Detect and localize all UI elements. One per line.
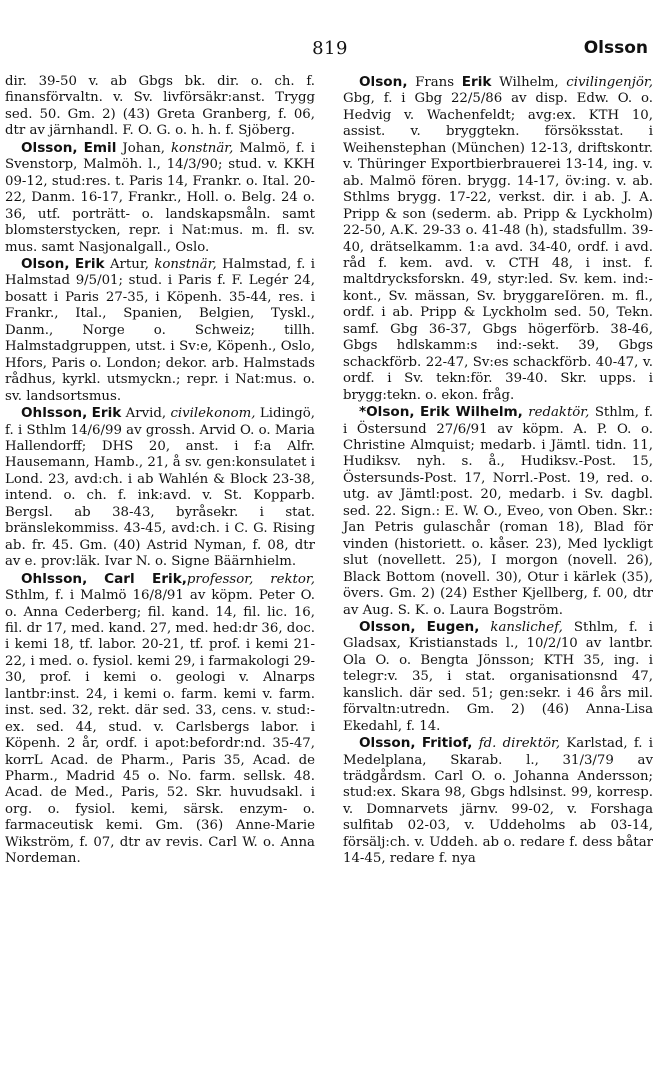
entry-occupation: konstnär, [154,256,217,272]
entry-surname: Olson, [359,74,408,90]
entry-given-bold: Erik [91,405,122,422]
entry-surname: Olsson, [21,139,78,156]
entry-body: Sthlm, f. i Östersund 27/6/91 av köpm. A. P. O. o. Christine Almquist; medarb. i Jämtl. tidn. 11, Hudiksv. nyh. s. å., Hudiksv.-Post. 15, Östersunds-Post. 17, Norrl.-Post. 19, red. o. utg. av Jämtl:post. 20, medarb. i Sv. dagbl. sed. 22. Sign.: E. W. O., Eveo, von Oben. Skr.: Jan Petris gulaschår (roman 18), Blad för vinden (historiett. o. kåser. 23), Med lyckligt slut (novellett. 25), I morgon (novell. 26), Black Bottom (novell. 30), Otur i kärlek (35), övers. Gm. 2) (24) Esther Kjellberg, f. 00, dtr av Aug. S. K. o. Laura Bogström. [343,405,654,618]
entry-surname: *Olson, [359,404,415,421]
entry-occupation: professor, rektor, [186,571,315,587]
entry-surname: Olsson, [359,618,416,635]
entry-occupation: civilekonom, [170,406,256,422]
entry-surname: Ohlsson, [21,570,88,587]
entry-given-rest: Arvid, [125,406,167,422]
entry-olsson-emil [5,140,315,256]
continuation-body: dir. 39-50 v. ab Gbgs bk. dir. o. ch. f. finansförvaltn. v. Sv. livförsäkr:anst. Trygg sed. 50. Gm. 2) (43) Greta Granberg, f. 06, dtr av järnhandl. F. O. G. o. h. h. f. Sjöberg. [5,74,315,139]
entry-body: Halmstad, f. i Halmstad 9/5/01; stud. i Paris f. F. Legér 24, bosatt i Paris 27-35, i Köpenh. 35-44, res. i Frankr., Ital., Spanien, Belgien, Tyskl., Danm., Norge o. Schweiz; tillh. Halmstadgruppen, utst. i Sv:e, Köpenh., Oslo, Hfors, Paris o. London; dekor. arb. Halmstads rådhus, kyrkl. utsmyckn.; repr. i Nat:mus. o. sv. landsortsmus. [5,256,315,404]
entry-body: Karlstad, f. i Medelplana, Skarab. l., 31/3/79 av trädgårdsm. Carl O. o. Johanna Andersson; stud:ex. Skara 98, Gbgs hdlsinst. 99, korresp. v. Domnarvets järnv. 99-02, v. Forshaga sulfitab 02-03, v. Uddeholms ab 03-14, försälj:ch. v. Uddeh. ab o. redare f. dess båtar 14-45, redare f. nya [343,736,654,867]
entry-given-bold: Fritiof, [421,735,473,752]
entry-given-rest: Wilhelm, [499,75,559,90]
entry-ohlsson-erik-arvid [5,405,315,571]
entry-occupation: konstnär, [171,140,234,156]
entry-given-bold: Erik [461,74,492,90]
entry-occupation: kanslichef, [490,619,563,635]
entry-body: Sthlm, f. i Malmö 16/8/91 av köpm. Peter O. o. Anna Cederberg; fil. kand. 14, fil. lic. 16, fil. dr 17, med. kand. 27, med. hed:dr 36, doc. i kemi 18, tf. labor. 20-21, tf. prof. i kemi 21-22, i med. o. fysiol. kemi 29, i farmakologi 29-30, prof. i kemi o. geologi v. Alnarps lantbr:inst. 24, i kemi o. farm. kemi v. farm. inst. sed. 32, rekt. där sed. 33, cens. v. stud:-ex. sed. 44, stud. v. Carlsbergs labor. i Köpenh. 2 år, ordf. i apot:befordr:nd. 35-47, korrL Acad. de Pharm., Paris 35, Acad. de Pharm., Madrid 45 o. No. farm. sellsk. 48. Acad. de Med., Paris, 52. Skr. huvudsakl. i org. o. fysiol. kemi, särsk. enzym- o. farmaceutisk kemi. Gm. (36) Anne-Marie Wikström, f. 07, dtr av revis. Carl W. o. Anna Nordeman. [5,588,315,867]
entry-olsson-eugen [343,619,653,735]
entry-body: Sthlm, f. i Gladsax, Kristianstads l., 10/2/10 av lantbr. Ola O. o. Bengta Jönsson; KTH 35, ing. i telegr:v. 35, i stat. organisationsnd 47, kanslich. där sed. 51; gen:sekr. i 46 års mil. förvaltn:utredn. Gm. 2) (46) Anna-Lisa Ekedahl, f. 14. [343,619,653,734]
entry-occupation: civilingenjör, [566,75,653,90]
entry-olsson-fritiof [343,735,653,868]
entry-occupation: redaktör, [528,405,590,421]
entry-given-plain: Frans [415,75,455,90]
entry-ohlsson-carl-erik [5,571,315,868]
page-number: 819 [312,38,348,59]
entry-given-bold: Erik [74,255,105,272]
entry-surname: Olsson, [359,735,416,752]
left-column [5,74,315,868]
entry-olson-frans-erik [343,74,653,404]
entry-given-bold: Eugen, [426,618,480,635]
entry-given-rest: Artur, [109,256,149,272]
entry-body: Malmö, f. i Svenstorp, Malmöh. l., 14/3/90; stud. v. KKH 09-12, stud:res. t. Paris 14, Frankr. o. Ital. 20-22, Danm. 16-17, Frankr., Holl. o. Belg. 24 o. 36, utf. porträtt- o. landskapsmåln. samt blomsterstycken, repr. i Nat:mus. m. fl. sv. mus. samt Nasjonalgall., Oslo. [5,140,315,255]
entry-olson-erik-wilhelm [343,404,653,619]
entry-given-bold: Carl Erik, [104,570,187,587]
entry-given-bold: Erik Wilhelm, [420,404,523,421]
entry-surname: Ohlsson, [21,405,88,422]
running-head: Olsson [583,38,648,58]
right-column [343,74,653,868]
entry-given-rest: Johan, [122,140,165,156]
entry-surname: Olson, [21,255,70,272]
continuation-text [5,74,315,140]
entry-occupation: fd. direktör, [478,736,561,752]
entry-body: Gbg, f. i Gbg 22/5/86 av disp. Edw. O. o. Hedvig v. Wachenfeldt; avg:ex. KTH 10, assist. v. bryggtekn. försöksstat. i Weihenstephan (München) 12-13, driftskontr. v. Thüringer Exportbierbrauerei 13-14, ing. v. ab. Malmö fören. brygg. 14-17, öv:ing. v. ab. Sthlms brygg. 17-22, verkst. dir. i ab. J. A. Pripp & son (sederm. ab. Pripp & Lyckholm) 22-50, A.K. 29-33 o. 41-48 (h), stadsfullm. 39-40, drätselkamm. 1:a avd. 34-40, ordf. i avd. råd f. kem. avd. v. CTH 48, i inst. f. maltdrycksforskn. 49, styr:led. Sv. kem. ind:-kont., Sv. mässan, Sv. bryggareIören. m. fl., ordf. i ab. Pripp & Lyckholm sed. 50, Tekn. samf. Gbg 36-37, Gbgs högerförb. 38-46, Gbgs hdlskamm:s ind:-sekt. 39, Gbgs schackförb. 22-47, Sv:es schackförb. 40-47, v. ordf. i Sv. tekn:för. 39-40. Skr. upps. i brygg:tekn. o. ekon. fråg. [343,91,653,403]
entry-olson-erik-artur [5,256,315,405]
entry-given-bold: Emil [83,139,117,156]
entry-body: Lidingö, f. i Sthlm 14/6/99 av grossh. Arvid O. o. Maria Hallendorff; DHS 20, anst. i f:a Alfr. Hausemann, Hamb., 21, å sv. gen:konsulatet i Lond. 23, avd:ch. i ab Wahlén & Block 23-38, intend. o. ch. f. ink:avd. v. St. Kopparb. Bergsl. ab 38-43, byråsekr. i stat. bränslekommiss. 43-45, avd:ch. i C. G. Rising ab. fr. 45. Gm. (40) Astrid Nyman, f. 08, dtr av e. prov:läk. Ivar N. o. Signe Bäärnhielm. [5,406,316,570]
